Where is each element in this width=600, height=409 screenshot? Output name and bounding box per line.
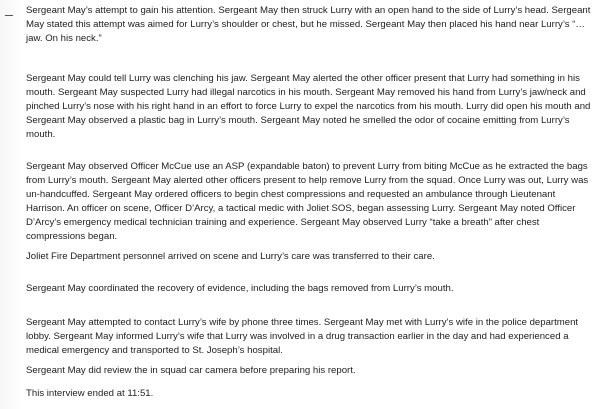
paragraph-1: Sergeant May’s attempt to gain his attention. Sergeant May then struck Lurry with an open hand to the side of Lurry’s head. Sergeant May stated this attempt was aimed for Lurry’s shoulder or chest, but he missed. Sergeant May then placed his hand near Lurry’s “…jaw. On his neck.” xyxy=(26,5,591,44)
paragraph-5: Sergeant May coordinated the recovery of evidence, including the bags removed from Lurry’s mouth. xyxy=(26,283,454,294)
paragraph-6: Sergeant May attempted to contact Lurry’s wife by phone three times. Sergeant May met with Lurry’s wife in the police department lobby. Sergeant May informed Lurry’s wife that Lurry was involved in a drug transaction earlier in the day and had experienced a medical emergency and transported to St. Joseph’s hospital. xyxy=(26,317,579,356)
interview-end-line: This interview ended at 11:51. xyxy=(26,388,154,399)
paragraph-4: Joliet Fire Department personnel arrived on scene and Lurry’s care was transferred to their care. xyxy=(26,251,435,262)
scan-edge-shadow xyxy=(0,0,24,409)
paragraph-2: Sergeant May could tell Lurry was clenching his jaw. Sergeant May alerted the other officer present that Lurry had something in his mouth. Sergeant May suspected Lurry had illegal narcotics in his mouth. Sergeant May removed his hand from Lurry’s jaw/neck and pinched Lurry’s nose with his right hand in an effort to force Lurry to expel the narcotics from his mouth. Lurry did open his mouth and Sergeant May observed a plastic bag in Lurry’s mouth. Sergeant May noted he smelled the odor of cocaine emitting from Lurry’s mouth. xyxy=(26,73,591,140)
paragraph-3: Sergeant May observed Officer McCue use an ASP (expandable baton) to prevent Lurry from biting McCue as he extracted the bags from Lurry’s mouth. Sergeant May alerted other officers present to help remove Lurry from the squad. Once Lurry was out, Lurry was un-handcuffed. Sergeant May ordered officers to begin chest compressions and requested an ambulance through Lieutenant Harrison. An officer on scene, Officer D’Arcy, a tactical medic with Joliet SOS, began assessing Lurry. Sergeant May noted Officer D’Arcy’s emergency medical technician training and experience. Sergeant May observed Lurry “take a breath” after chest compressions began. xyxy=(26,161,589,242)
margin-mark xyxy=(5,15,13,16)
paragraph-7: Sergeant May did review the in squad car camera before preparing his report. xyxy=(26,365,356,376)
